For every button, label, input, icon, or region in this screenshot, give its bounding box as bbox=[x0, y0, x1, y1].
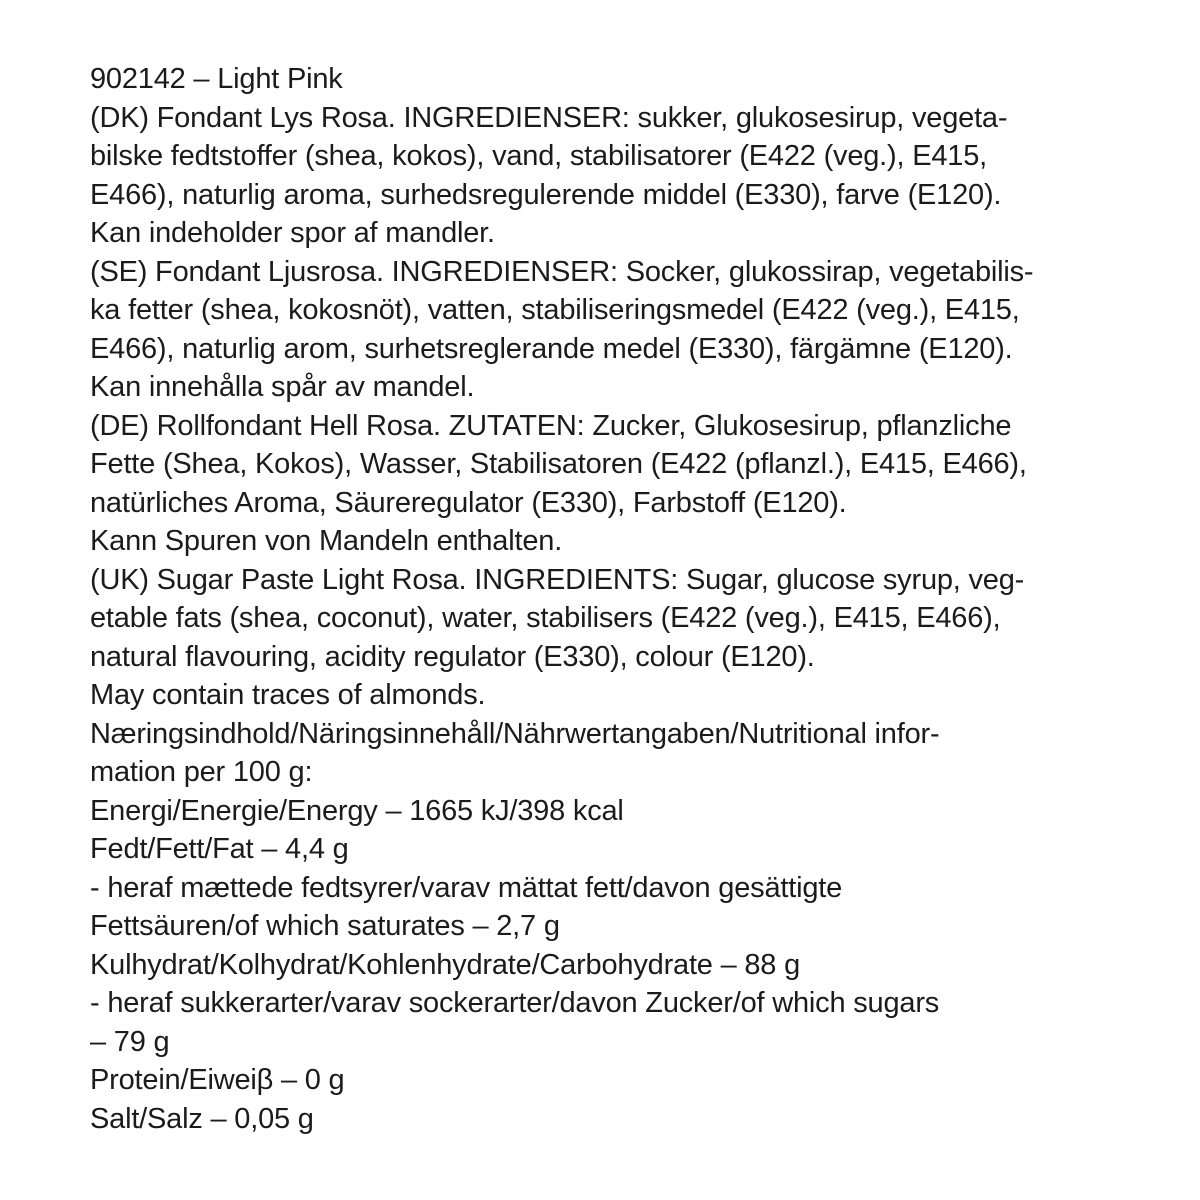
se-ingredients-line-3: E466), naturlig arom, surhetsreglerande medel (E330), färgämne (E120). bbox=[90, 332, 1013, 365]
energy-line: Energi/Energie/Energy – 1665 kJ/398 kcal bbox=[90, 794, 624, 827]
dk-ingredients-line-2: bilske fedtstoffer (shea, kokos), vand, stabilisatorer (E422 (veg.), E415, bbox=[90, 140, 988, 172]
de-ingredients-line-3: natürliches Aroma, Säureregulator (E330), Farbstoff (E120). bbox=[90, 486, 847, 519]
dk-allergen-line: Kan indeholder spor af mandler. bbox=[90, 217, 495, 249]
saturates-line-1: - heraf mættede fedtsyrer/varav mättat fett/davon gesättigte bbox=[90, 871, 843, 904]
product-title-line: 902142 – Light Pink bbox=[90, 63, 343, 95]
uk-ingredients-line-3: natural flavouring, acidity regulator (E330), colour (E120). bbox=[90, 640, 815, 673]
product-label-text bbox=[90, 60, 1150, 1138]
dk-ingredients-line-3: E466), naturlig aroma, surhedsregulerende middel (E330), farve (E120). bbox=[90, 178, 1002, 211]
nutrition-heading-line-2: mation per 100 g: bbox=[90, 756, 313, 788]
de-allergen-line: Kann Spuren von Mandeln enthalten. bbox=[90, 525, 563, 557]
se-allergen-line: Kan innehålla spår av mandel. bbox=[90, 371, 475, 403]
uk-allergen-line: May contain traces of almonds. bbox=[90, 679, 486, 711]
salt-line: Salt/Salz – 0,05 g bbox=[90, 1102, 314, 1135]
de-ingredients-line-1: (DE) Rollfondant Hell Rosa. ZUTATEN: Zucker, Glukosesirup, pflanzliche bbox=[90, 409, 1012, 442]
se-ingredients-line-2: ka fetter (shea, kokosnöt), vatten, stabiliseringsmedel (E422 (veg.), E415, bbox=[90, 294, 1020, 326]
saturates-line-2: Fettsäuren/of which saturates – 2,7 g bbox=[90, 910, 560, 942]
dk-ingredients-line-1: (DK) Fondant Lys Rosa. INGREDIENSER: sukker, glukosesirup, vegeta- bbox=[90, 101, 1008, 134]
sugars-line-1: - heraf sukkerarter/varav sockerarter/davon Zucker/of which sugars bbox=[90, 987, 940, 1019]
uk-ingredients-line-2: etable fats (shea, coconut), water, stabilisers (E422 (veg.), E415, E466), bbox=[90, 602, 1001, 634]
carbohydrate-line: Kulhydrat/Kolhydrat/Kohlenhydrate/Carbohydrate – 88 g bbox=[90, 948, 801, 981]
de-ingredients-line-2: Fette (Shea, Kokos), Wasser, Stabilisatoren (E422 (pflanzl.), E415, E466), bbox=[90, 448, 1027, 480]
fat-line: Fedt/Fett/Fat – 4,4 g bbox=[90, 833, 349, 865]
sugars-line-2: – 79 g bbox=[90, 1025, 170, 1058]
se-ingredients-line-1: (SE) Fondant Ljusrosa. INGREDIENSER: Socker, glukossirap, vegetabilis- bbox=[90, 255, 1034, 288]
nutrition-heading-line-1: Næringsindhold/Näringsinnehåll/Nährwertangaben/Nutritional infor- bbox=[90, 717, 940, 750]
protein-line: Protein/Eiweiβ – 0 g bbox=[90, 1064, 345, 1096]
uk-ingredients-line-1: (UK) Sugar Paste Light Rosa. INGREDIENTS: Sugar, glucose syrup, veg- bbox=[90, 563, 1025, 596]
